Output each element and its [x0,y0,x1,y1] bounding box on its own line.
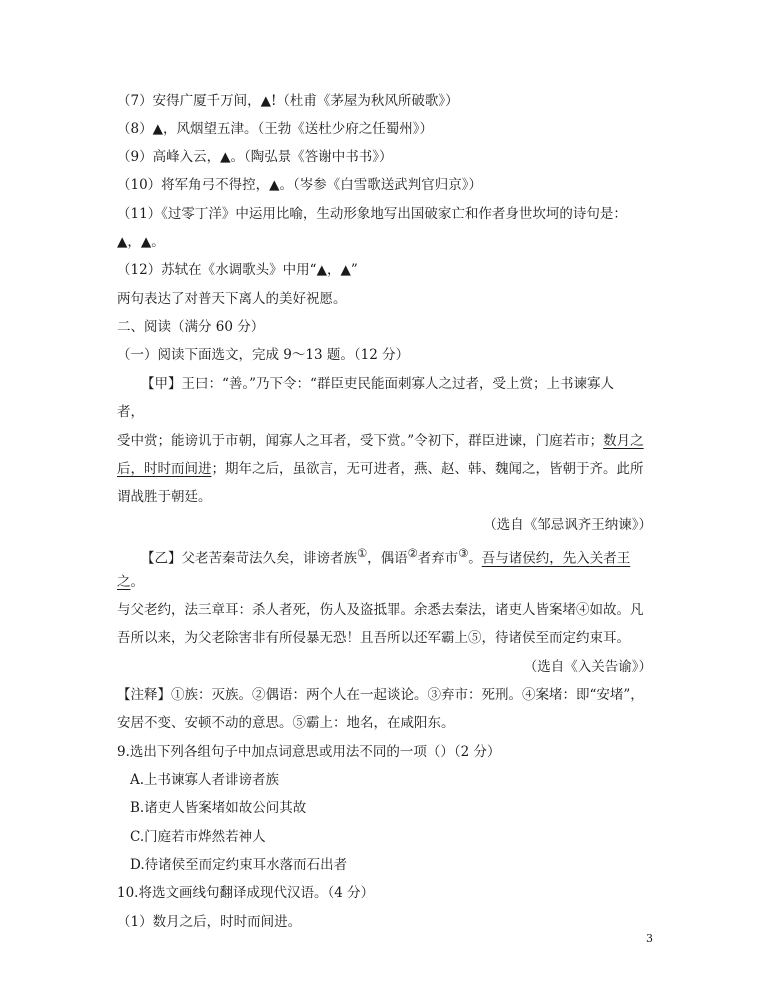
yi-source: （选自《入关告谕》） [523,659,652,675]
question-9-stem: 9.选出下列各组句子中加点词意思或用法不同的一项（）（2 分） [117,744,501,760]
yi-line-4: 吾所以来，为父老除害非有所侵暴无恐！且吾所以还军霸上⑤，待诸侯至而定约束耳。 [117,630,630,646]
yi-text-a: 【乙】父老苦秦苛法久矣，诽谤者族 [141,550,357,567]
jia-underlined-2: 后，时时而间进 [117,461,212,477]
yi-line-2-text: 。 [130,574,144,590]
footnote-ref-1: ① [357,547,368,560]
question-9-option-b: B.诸吏人皆案堵如故公问其故 [130,800,307,816]
jia-line-3 [117,432,644,450]
subsection-heading: （一）阅读下面选文，完成 9～13 题。（12 分） [117,347,410,363]
question-10-stem: 10.将选文画线句翻译成现代汉语。（4 分） [117,885,375,901]
yi-underlined-2: 之 [117,574,131,590]
yi-text-b: ，偶语 [367,550,408,567]
jia-line-3-text: 受中赏；能谤讥于市朝，闻寡人之耳者，受下赏。”令初下，群臣进谏，门庭若市； [117,433,604,449]
line-7: （7）安得广厦千万间，▲!（杜甫《茅屋为秋风所破歌》） [117,93,459,109]
question-9-option-c: C.门庭若市烨然若神人 [130,829,266,845]
section-heading: 二、阅读（满分 60 分） [117,319,265,335]
yi-text-d: 。 [468,550,482,567]
jia-line-1: 【甲】王曰：“善。”乃下令：“群臣吏民能面刺寡人之过者，受上赏；上书谏寡人 [141,376,614,392]
line-9: （9）高峰入云，▲。（陶弘景《答谢中书书》） [117,149,393,165]
notes-line-2: 安居不变、安顿不动的意思。⑤霸上：地名，在咸阳东。 [117,715,455,731]
line-11: （11）《过零丁洋》中运用比喻，生动形象地写出国破家亡和作者身世坎坷的诗句是： [117,206,627,222]
yi-line-2 [117,573,144,591]
notes-line-1: 【注释】①族：灭族。②偶语：两个人在一起谈论。③弃市：死刑。④案堵：即“安堵”， [117,687,644,703]
yi-line-1 [141,545,630,568]
jia-source: （选自《邹忌讽齐王纳谏》） [483,517,652,533]
footnote-ref-3: ③ [458,547,469,560]
jia-line-4-text: ；期年之后，虽欲言，无可进者，燕、赵、韩、魏闻之，皆朝于齐。此所 [211,461,644,477]
line-8: （8）▲，风烟望五津。（王勃《送杜少府之任蜀州》） [117,121,433,137]
footnote-ref-2: ② [407,547,418,560]
question-10-sub-1: （1）数月之后，时时而间进。 [117,914,302,930]
line-12: （12）苏轼在《水调歌头》中用“▲，▲” [117,262,358,278]
line-11-answer: ▲，▲。 [117,234,165,250]
yi-line-3: 与父老约，法三章耳：杀人者死，伤人及盗抵罪。余悉去秦法，诸吏人皆案堵④如故。凡 [117,602,644,618]
jia-line-5: 谓战胜于朝廷。 [117,489,212,505]
yi-underlined-1: 吾与诸侯约，先入关者王 [481,550,631,567]
line-12-cont: 两句表达了对普天下离人的美好祝愿。 [117,291,347,307]
question-9-option-d: D.待诸侯至而定约束耳水落而石出者 [130,857,348,873]
page-number: 3 [646,932,653,945]
yi-text-c: 者弃市 [417,550,459,567]
jia-underlined-1: 数月之 [603,433,644,449]
jia-line-4 [117,460,644,478]
jia-line-2: 者， [117,404,144,420]
line-10: （10）将军角弓不得控，▲。（岑参《白雪歌送武判官归京》） [117,177,483,193]
question-9-option-a: A.上书谏寡人者诽谤者族 [130,772,280,788]
